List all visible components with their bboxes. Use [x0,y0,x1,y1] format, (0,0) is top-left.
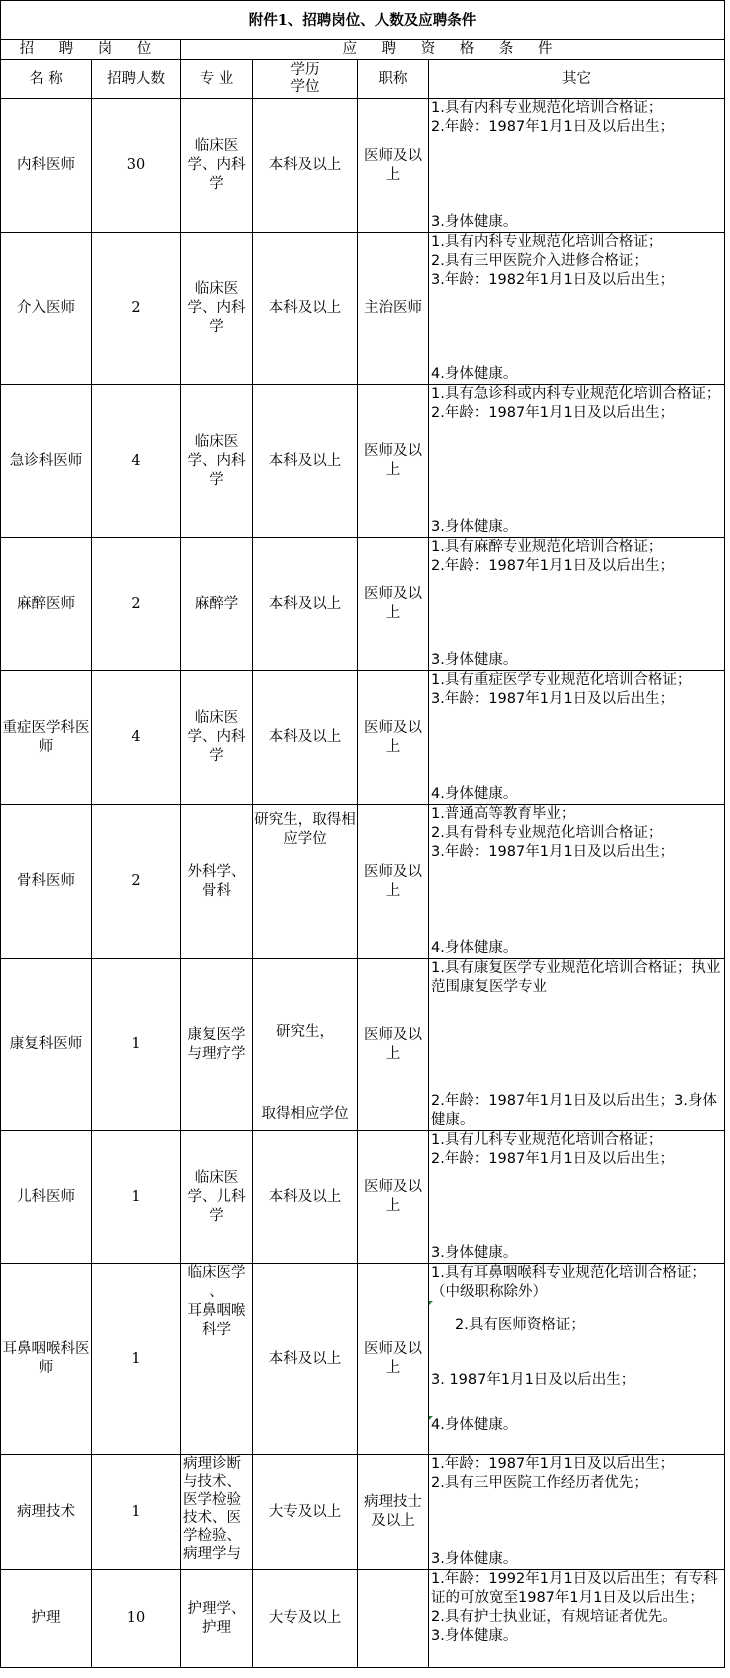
major-line: 耳鼻咽喉 [187,1303,246,1319]
other-top: 1.具有儿科专业规范化培训合格证； 2.年龄：1987年1月1日及以后出生； [431,1132,675,1167]
post-education: 本科及以上 [253,99,358,233]
post-title: 医师及以上 [358,959,429,1131]
title-row [1,1,725,40]
col-header-other: 其它 [429,60,725,99]
post-other [429,1455,725,1570]
col-header-major: 专 业 [181,60,253,99]
post-name: 骨科医师 [1,805,92,959]
post-other [429,671,725,805]
post-name: 耳鼻咽喉科医师 [1,1264,92,1455]
major-line: 临床医学 [187,1265,246,1281]
post-education: 本科及以上 [253,671,358,805]
post-count: 2 [92,233,181,385]
post-major: 病理诊断与技术、医学检验技术、医学检验、病理学与 [181,1455,253,1570]
post-title: 病理技士及以上 [358,1455,429,1570]
other-top: 1.具有耳鼻咽喉科专业规范化培训合格证；（中级职称除外） [431,1265,706,1300]
post-name: 重症医学科医师 [1,671,92,805]
col-header-count: 招聘人数 [92,60,181,99]
post-major: 麻醉学 [181,538,253,671]
post-education: 本科及以上 [253,385,358,538]
post-major: 临床医学、内科学 [181,671,253,805]
post-name: 麻醉医师 [1,538,92,671]
post-count: 10 [92,1570,181,1668]
education-bottom: 取得相应学位 [261,1106,349,1122]
post-name: 介入医师 [1,233,92,385]
post-title: 医师及以上 [358,1264,429,1455]
table-row [1,385,725,538]
col-header-name: 名 称 [1,60,92,99]
post-major: 临床医学、内科学 [181,233,253,385]
post-major [181,1264,253,1455]
post-count: 1 [92,1264,181,1455]
col-header-title: 职称 [358,60,429,99]
table-row [1,233,725,385]
other-line-3: 3. 1987年1月1日及以后出生； [431,1372,636,1388]
post-count: 4 [92,671,181,805]
table-row [1,671,725,805]
post-education: 本科及以上 [253,233,358,385]
post-other [429,233,725,385]
other-top: 1.具有内科专业规范化培训合格证； 2.年龄：1987年1月1日及以后出生； [431,100,675,135]
post-title: 主治医师 [358,233,429,385]
other-bottom: 4.身体健康。 [431,1417,518,1433]
column-header-row [1,60,725,99]
table-row [1,538,725,671]
post-count: 30 [92,99,181,233]
other-top: 1.具有康复医学专业规范化培训合格证；执业范围康复医学专业 [431,960,721,995]
post-other [429,1264,725,1455]
post-other [429,538,725,671]
post-education [253,959,358,1131]
post-title: 医师及以上 [358,671,429,805]
post-education: 本科及以上 [253,1264,358,1455]
page-title: 附件1、招聘岗位、人数及应聘条件 [1,1,725,40]
post-name: 内科医师 [1,99,92,233]
other-bottom: 3.身体健康。 [431,519,518,535]
post-count: 2 [92,805,181,959]
post-count: 1 [92,959,181,1131]
other-bottom: 4.身体健康。 [431,940,518,956]
table-row [1,1570,725,1668]
post-major: 临床医学、内科学 [181,385,253,538]
post-education: 大专及以上 [253,1570,358,1668]
post-title: 医师及以上 [358,538,429,671]
col-header-education: 学历 学位 [253,60,358,99]
table-row [1,805,725,959]
post-count: 1 [92,1455,181,1570]
other-bottom: 4.身体健康。 [431,366,518,382]
cell-note-marker [429,1301,433,1305]
other-top: 1.普通高等教育毕业； 2.具有骨科专业规范化培训合格证； 3.年龄：1987年1月1日及以后出生； [431,806,675,860]
post-name: 病理技术 [1,1455,92,1570]
post-education: 本科及以上 [253,538,358,671]
table-row [1,1264,725,1455]
post-major: 外科学、骨科 [181,805,253,959]
other-bottom: 4.身体健康。 [431,786,518,802]
education-top: 研究生， [276,1024,334,1040]
post-education: 大专及以上 [253,1455,358,1570]
post-count: 4 [92,385,181,538]
other-top: 1.具有急诊科或内科专业规范化培训合格证； 2.年龄：1987年1月1日及以后出生； [431,386,721,421]
post-other [429,959,725,1131]
other-bottom: 3.身体健康。 [431,214,518,230]
other-bottom: 3.身体健康。 [431,1245,518,1261]
post-name: 护理 [1,1570,92,1668]
other-bottom: 3.身体健康。 [431,1551,518,1567]
post-count: 1 [92,1131,181,1264]
table-row [1,99,725,233]
post-major: 临床医学、儿科学 [181,1131,253,1264]
post-count: 2 [92,538,181,671]
other-top: 1.具有内科专业规范化培训合格证； 2.具有三甲医院介入进修合格证； 3.年龄：1982年1月1日及以后出生； [431,234,675,288]
post-name: 康复科医师 [1,959,92,1131]
other-top: 1.具有重症医学专业规范化培训合格证； 3.年龄：1987年1月1日及以后出生； [431,672,692,707]
post-other [429,385,725,538]
other-top: 1.年龄：1987年1月1日及以后出生； 2.具有三甲医院工作经历者优先； [431,1456,675,1491]
other-top: 1.具有麻醉专业规范化培训合格证； 2.年龄：1987年1月1日及以后出生； [431,539,675,574]
table-row [1,1131,725,1264]
major-line: 、 [209,1284,224,1300]
table-row [1,1455,725,1570]
table-row [1,959,725,1131]
post-title: 医师及以上 [358,805,429,959]
post-name: 儿科医师 [1,1131,92,1264]
group-header-post: 招 聘 岗 位 [1,40,181,60]
post-other [429,1131,725,1264]
post-name: 急诊科医师 [1,385,92,538]
post-major: 护理学、护理 [181,1570,253,1668]
post-title [358,1570,429,1668]
other-top: 1.年龄：1992年1月1日及以后出生；有专科证的可放宽至1987年1月1日及以后出生； 2.具有护士执业证，有规培证者优先。 3.身体健康。 [431,1571,718,1644]
post-education: 本科及以上 [253,1131,358,1264]
other-line-2: 2.具有医师资格证； [455,1317,585,1333]
post-major: 临床医学、内科学 [181,99,253,233]
other-bottom: 2.年龄：1987年1月1日及以后出生；3.身体健康。 [431,1093,718,1128]
group-header-conditions: 应 聘 资 格 条 件 [181,40,725,60]
post-education: 研究生，取得相应学位 [253,805,358,959]
other-bottom: 3.身体健康。 [431,652,518,668]
group-header-row [1,40,725,60]
post-other [429,1570,725,1668]
post-title: 医师及以上 [358,385,429,538]
post-other [429,805,725,959]
post-other [429,99,725,233]
post-major: 康复医学与理疗学 [181,959,253,1131]
post-title: 医师及以上 [358,99,429,233]
major-line: 科学 [202,1322,231,1338]
post-title: 医师及以上 [358,1131,429,1264]
